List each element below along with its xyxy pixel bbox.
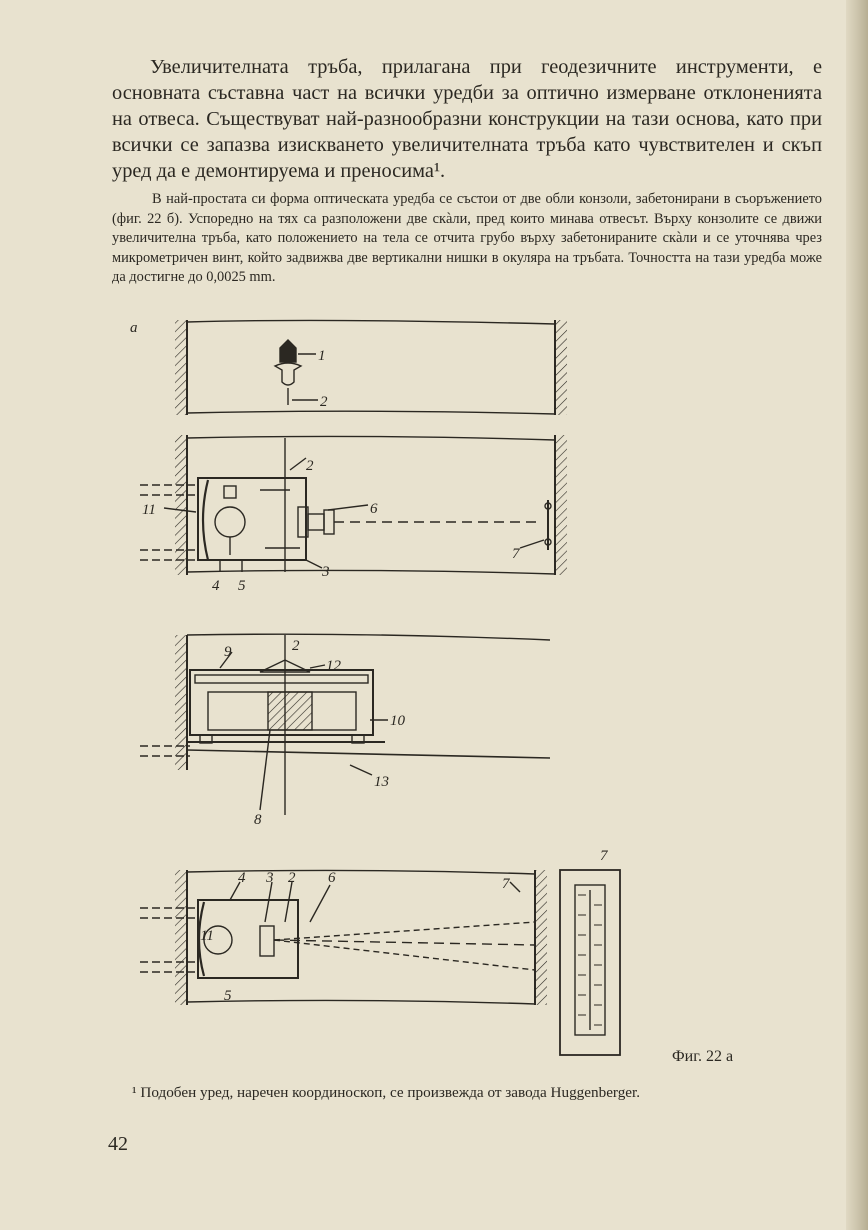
- label-2d: 2: [288, 870, 296, 886]
- label-2: 2: [320, 394, 328, 410]
- label-7: 7: [512, 546, 520, 562]
- label-2b: 2: [306, 458, 314, 474]
- label-11: 11: [142, 502, 156, 518]
- label-6: 6: [370, 501, 378, 517]
- body-paragraph: Увеличителната тръба, прилагана при геодезичните инструменти, е основната съставна част на всички уредби за оптично измерване отклоненията на отвеса. Съществуват най-разнообразни конструкции на тази основа, като при всички се запазва изискването увеличителната тръба като чувствителен и скъп уред да е демонтируема и преносима¹.: [112, 56, 822, 182]
- label-1: 1: [318, 348, 326, 364]
- label-8: 8: [254, 812, 262, 828]
- small-print-paragraph: В най-простата си форма оптическата уредба се състои от две обли конзоли, забетонирани в съоръжението (фиг. 22 б). Успоредно на тях са разположени две скàли, пред които минава отвесът. Върху конзолите се движи увеличителна тръба, като положението на тела се отчита грубо върху забетонираните скàли и се уточнява чрез микрометричен винт, който задвижва две вертикални нишки в окуляра на тръбата. Точността на тази уредба може да достигне до 0,0025 mm.: [112, 191, 822, 286]
- label-11b: 11: [200, 928, 214, 944]
- label-4b: 4: [238, 870, 246, 886]
- label-6b: 6: [328, 870, 336, 886]
- figure-22a: [120, 310, 608, 1075]
- label-2c: 2: [292, 638, 300, 654]
- label-5: 5: [238, 578, 246, 594]
- label-10: 10: [390, 713, 405, 729]
- label-7c: 7: [502, 876, 510, 892]
- label-5b: 5: [224, 988, 232, 1004]
- label-3: 3: [322, 564, 330, 580]
- page-spine-shadow: [846, 0, 868, 1230]
- label-12: 12: [326, 658, 341, 674]
- panel-letter: a: [130, 320, 138, 336]
- label-4: 4: [212, 578, 220, 594]
- figure-caption: Фиг. 22 a: [672, 1048, 734, 1065]
- page-number: 42: [108, 1133, 128, 1155]
- label-9: 9: [224, 644, 232, 660]
- label-7b: 7: [600, 848, 608, 864]
- footnote: ¹ Подобен уред, наречен координоскоп, се произвежда от завода Huggenberger.: [132, 1084, 641, 1101]
- label-3b: 3: [266, 870, 274, 886]
- label-13: 13: [374, 774, 389, 790]
